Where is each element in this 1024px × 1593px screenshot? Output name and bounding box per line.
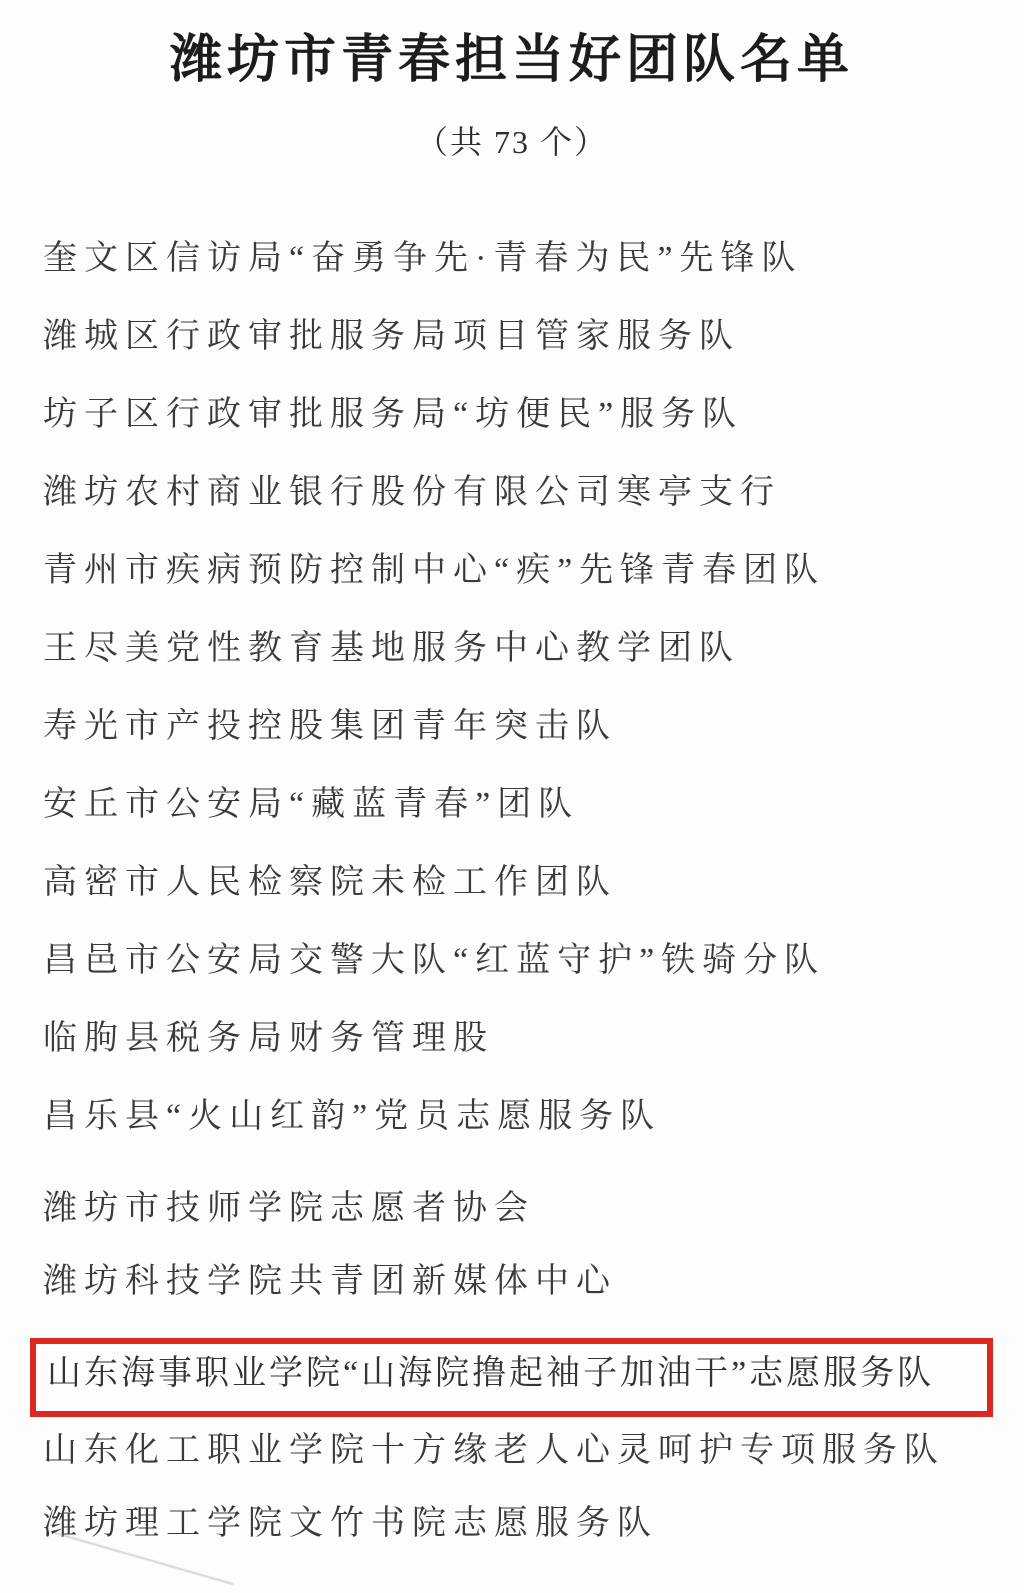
- list-item: 寿光市产投控股集团青年突击队: [43, 708, 617, 745]
- list-item: 安丘市公安局“藏蓝青春”团队: [43, 786, 580, 823]
- list-item: 王尽美党性教育基地服务中心教学团队: [43, 630, 740, 667]
- team-list: [0, 242, 1024, 1541]
- list-item: 青州市疾病预防控制中心“疾”先锋青春团队: [43, 552, 826, 589]
- list-item: 昌邑市公安局交警大队“红蓝守护”铁骑分队: [43, 942, 826, 979]
- highlight-box: [30, 1338, 993, 1417]
- list-item: 高密市人民检察院未检工作团队: [43, 864, 617, 901]
- list-item: 昌乐县“火山红韵”党员志愿服务队: [43, 1098, 662, 1135]
- list-item: 坊子区行政审批服务局“坊便民”服务队: [43, 396, 744, 433]
- list-item: 山东化工职业学院十方缘老人心灵呵护专项服务队: [43, 1432, 945, 1469]
- list-item: 潍城区行政审批服务局项目管家服务队: [43, 318, 740, 355]
- list-item: 奎文区信访局“奋勇争先·青春为民”先锋队: [43, 240, 803, 277]
- list-item: 潍坊农村商业银行股份有限公司寒亭支行: [43, 474, 781, 511]
- page-title: 潍坊市青春担当好团队名单: [169, 32, 854, 89]
- list-item: 潍坊科技学院共青团新媒体中心: [43, 1263, 617, 1300]
- list-item: 临朐县税务局财务管理股: [43, 1020, 494, 1057]
- list-item: 潍坊市技师学院志愿者协会: [43, 1190, 535, 1227]
- team-group-2: [43, 1192, 996, 1541]
- list-item: 山东海事职业学院“山海院撸起袖子加油干”志愿服务队: [47, 1355, 935, 1392]
- team-group-1: [43, 242, 996, 1134]
- list-item: 潍坊理工学院文竹书院志愿服务队: [43, 1505, 658, 1542]
- page-subtitle: （共 73 个）: [415, 124, 608, 160]
